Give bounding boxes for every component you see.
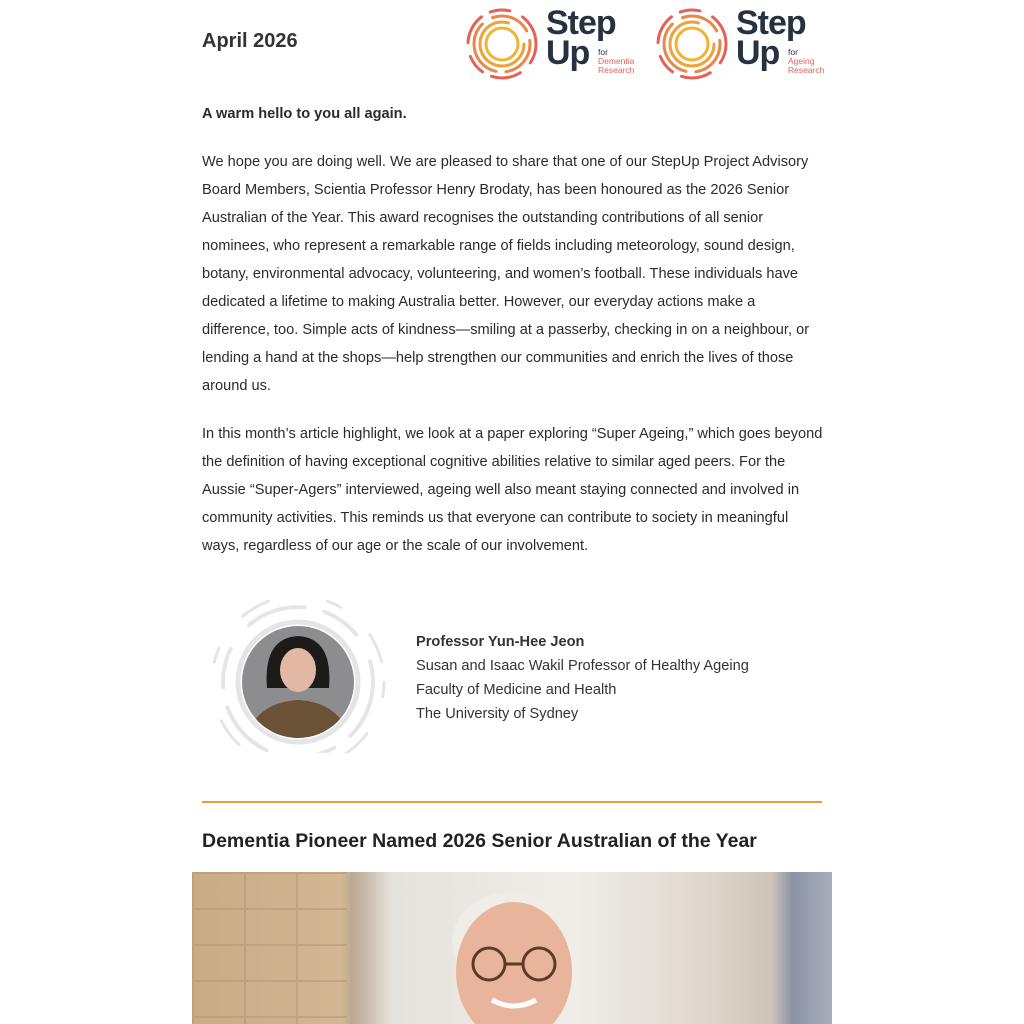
author-title: Susan and Isaac Wakil Professor of Healthy Ageing bbox=[416, 658, 749, 674]
section-divider bbox=[202, 801, 822, 803]
intro-paragraph-1: We hope you are doing well. We are pleased to share that one of our StepUp Project Advisory Board Members, Scientia Professor Henry Brodaty, has been honoured as the 2026 Senior Australian of the Year. This award recognises the outstanding contributions of all senior nominees, who represent a remarkable range of fields including meteorology, sound design, botany, environmental advocacy, volunteering, and women’s football. These individuals have dedicated a lifetime to making Australia better. However, our everyday actions make a difference, too. Simple acts of kindness—smiling at a passerby, checking in on a neighbour, or lending a hand at the shops—help strengthen our communities and enrich the lives of those around us. bbox=[202, 154, 810, 394]
article-heading: Dementia Pioneer Named 2026 Senior Australian of the Year bbox=[202, 830, 757, 852]
author-faculty: Faculty of Medicine and Health bbox=[416, 682, 617, 698]
intro-paragraph-2: In this month’s article highlight, we look at a paper exploring “Super Ageing,” which goes beyond the definition of having exceptional cognitive abilities relative to similar aged peers. For the Aussie “Super-Agers” interviewed, ageing well also meant staying connected and involved in community activities. This reminds us that everyone can contribute to society in meaningful ways, regardless of our age or the scale of our involvement. bbox=[202, 426, 823, 554]
concentric-rings-icon bbox=[458, 4, 548, 80]
logo-for: for bbox=[788, 47, 798, 57]
author-name: Professor Yun-Hee Jeon bbox=[416, 634, 585, 650]
stepup-ageing-logo bbox=[648, 4, 833, 80]
concentric-rings-icon bbox=[648, 4, 738, 80]
greeting: A warm hello to you all again. bbox=[202, 106, 407, 122]
logo-subtitle: Ageing Research bbox=[788, 56, 825, 75]
author-avatar bbox=[205, 598, 390, 753]
logo-title: Step Up bbox=[736, 4, 806, 72]
logo-title: Step Up bbox=[546, 4, 616, 72]
author-signature bbox=[416, 630, 749, 726]
logo-for: for bbox=[598, 47, 608, 57]
stepup-dementia-logo bbox=[458, 4, 643, 80]
logo-subtitle: Dementia Research bbox=[598, 56, 635, 75]
author-university: The University of Sydney bbox=[416, 706, 579, 722]
newsletter-date: April 2026 bbox=[202, 30, 298, 52]
article-photo bbox=[192, 872, 832, 1024]
